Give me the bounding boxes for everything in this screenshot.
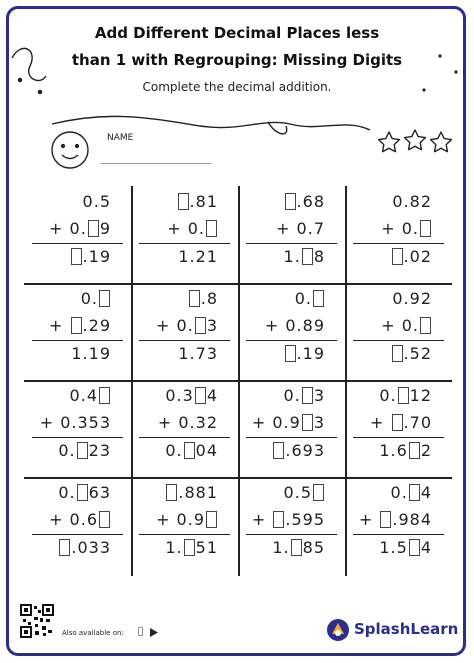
sum: .52 [391, 345, 432, 363]
addend-top: 0. 12 [379, 386, 432, 405]
worksheet-title-line2: than 1 with Regrouping: Missing Digits [71, 51, 403, 69]
apple-icon[interactable] [138, 627, 143, 637]
problem-cell [238, 380, 345, 477]
sum: 1.21 [178, 247, 218, 266]
missing-digit-box[interactable] [184, 442, 195, 459]
sum-line [32, 340, 123, 341]
addend-bottom: + .29 [49, 316, 111, 335]
worksheet-title-line1: Add Different Decimal Places less [94, 24, 380, 42]
brand-name: SplashLearn [354, 620, 459, 638]
wave-divider-icon [52, 116, 370, 134]
sum-line [353, 534, 444, 535]
problem-cell [131, 380, 238, 477]
missing-digit-box[interactable] [285, 345, 296, 362]
sum: .19 [284, 345, 325, 363]
sum: 1. 85 [272, 538, 325, 557]
missing-digit-box[interactable] [166, 484, 177, 501]
missing-digit-box[interactable] [302, 387, 313, 404]
sum-line [246, 534, 337, 535]
missing-digit-box[interactable] [71, 317, 82, 334]
missing-digit-box[interactable] [409, 539, 420, 556]
sum: 1.6 2 [379, 441, 432, 460]
missing-digit-box[interactable] [392, 414, 403, 431]
addend-bottom: + .70 [370, 413, 432, 432]
rating-stars-icon [379, 130, 452, 152]
missing-digit-box[interactable] [77, 484, 88, 501]
qr-code-icon [20, 604, 54, 638]
addend-top: 0.5 [284, 484, 325, 502]
missing-digit-box[interactable] [99, 511, 110, 528]
problem-cell [24, 380, 131, 477]
sum-line [246, 243, 337, 244]
sum: 1.5 4 [379, 538, 432, 557]
sum-line [32, 437, 123, 438]
splashlearn-logo [326, 617, 458, 643]
addend-top: 0. [295, 290, 325, 308]
missing-digit-box[interactable] [302, 248, 313, 265]
missing-digit-box[interactable] [195, 387, 206, 404]
missing-digit-box[interactable] [409, 442, 420, 459]
sum: .19 [70, 248, 111, 266]
problem-cell [131, 186, 238, 283]
missing-digit-box[interactable] [313, 290, 324, 307]
addend-top: 0. [81, 290, 111, 308]
missing-digit-box[interactable] [59, 539, 70, 556]
problem-cell [345, 186, 452, 283]
missing-digit-box[interactable] [206, 511, 217, 528]
addend-bottom: + 0. [381, 220, 432, 238]
missing-digit-box[interactable] [409, 484, 420, 501]
missing-digit-box[interactable] [178, 193, 189, 210]
addend-bottom: + 0.32 [157, 413, 218, 432]
missing-digit-box[interactable] [380, 511, 391, 528]
missing-digit-box[interactable] [392, 345, 403, 362]
problem-cell [238, 186, 345, 283]
missing-digit-box[interactable] [88, 220, 99, 237]
sum-line [32, 243, 123, 244]
missing-digit-box[interactable] [285, 193, 296, 210]
addend-bottom: + 0. 3 [156, 316, 218, 335]
addend-bottom: + 0. 9 [49, 219, 111, 238]
addend-top: 0. 3 [283, 386, 325, 405]
addend-bottom: + .595 [251, 510, 325, 529]
missing-digit-box[interactable] [189, 290, 200, 307]
missing-digit-box[interactable] [184, 539, 195, 556]
problem-cell [345, 477, 452, 574]
addend-top: 0. 63 [58, 483, 111, 502]
problem-cell [238, 283, 345, 380]
missing-digit-box[interactable] [71, 248, 82, 265]
problem-cell [131, 477, 238, 574]
problem-cell [345, 283, 452, 380]
addend-top: .68 [284, 193, 325, 211]
addend-bottom: + 0. [167, 220, 218, 238]
splashlearn-logo-icon [326, 618, 350, 642]
smiley-face-icon [52, 132, 88, 168]
problem-cell [131, 283, 238, 380]
missing-digit-box[interactable] [77, 442, 88, 459]
sum-line [246, 437, 337, 438]
sum: .02 [391, 248, 432, 266]
name-label: NAME [107, 133, 134, 143]
addend-top: .81 [177, 193, 218, 211]
problem-cell [238, 477, 345, 574]
problem-cell [24, 186, 131, 283]
sum-line [353, 437, 444, 438]
addend-top: .8 [188, 290, 218, 308]
missing-digit-box[interactable] [273, 511, 284, 528]
addend-bottom: + 0.353 [39, 413, 111, 432]
addend-top: 0.5 [82, 192, 111, 211]
missing-digit-box[interactable] [392, 248, 403, 265]
sum-line [139, 340, 230, 341]
sum-line [353, 243, 444, 244]
missing-digit-box[interactable] [420, 317, 431, 334]
missing-digit-box[interactable] [99, 290, 110, 307]
missing-digit-box[interactable] [206, 220, 217, 237]
sum-line [139, 534, 230, 535]
addend-bottom: + 0.6 [49, 511, 111, 529]
problem-cell [345, 380, 452, 477]
sum-line [139, 243, 230, 244]
google-play-icon[interactable] [150, 628, 158, 637]
sum: 1.19 [71, 344, 111, 363]
addend-top: 0.82 [392, 192, 432, 211]
sum-line [139, 437, 230, 438]
addend-bottom: + 0.7 [276, 219, 325, 238]
problem-cell [24, 477, 131, 574]
available-on-label: Also available on: [62, 629, 124, 637]
addend-top: 0.4 [70, 387, 111, 405]
addend-bottom: + 0. [381, 317, 432, 335]
problem-cell [24, 283, 131, 380]
sum: 1. 51 [165, 538, 218, 557]
addend-top: 0.92 [392, 289, 432, 308]
sum: 1.73 [178, 344, 218, 363]
addend-top: .881 [165, 484, 218, 502]
problem-grid [24, 186, 452, 576]
missing-digit-box[interactable] [273, 442, 284, 459]
sum: 0. 04 [165, 441, 218, 460]
sum: 0. 23 [58, 441, 111, 460]
addend-bottom: + 0.89 [264, 316, 325, 335]
sum-line [353, 340, 444, 341]
missing-digit-box[interactable] [302, 414, 313, 431]
sum: .693 [272, 442, 325, 460]
sum-line [32, 534, 123, 535]
addend-top: 0.3 4 [165, 386, 218, 405]
missing-digit-box[interactable] [99, 387, 110, 404]
missing-digit-box[interactable] [398, 387, 409, 404]
missing-digit-box[interactable] [195, 317, 206, 334]
instruction-text: Complete the decimal addition. [142, 80, 332, 94]
sum: .033 [58, 539, 111, 557]
addend-top: 0. 4 [390, 483, 432, 502]
missing-digit-box[interactable] [313, 484, 324, 501]
sum-line [246, 340, 337, 341]
missing-digit-box[interactable] [420, 220, 431, 237]
addend-bottom: + 0.9 3 [251, 413, 325, 432]
addend-bottom: + 0.9 [156, 511, 218, 529]
sum: 1. 8 [283, 247, 325, 266]
missing-digit-box[interactable] [291, 539, 302, 556]
name-field[interactable] [101, 163, 211, 164]
addend-bottom: + .984 [358, 510, 432, 529]
